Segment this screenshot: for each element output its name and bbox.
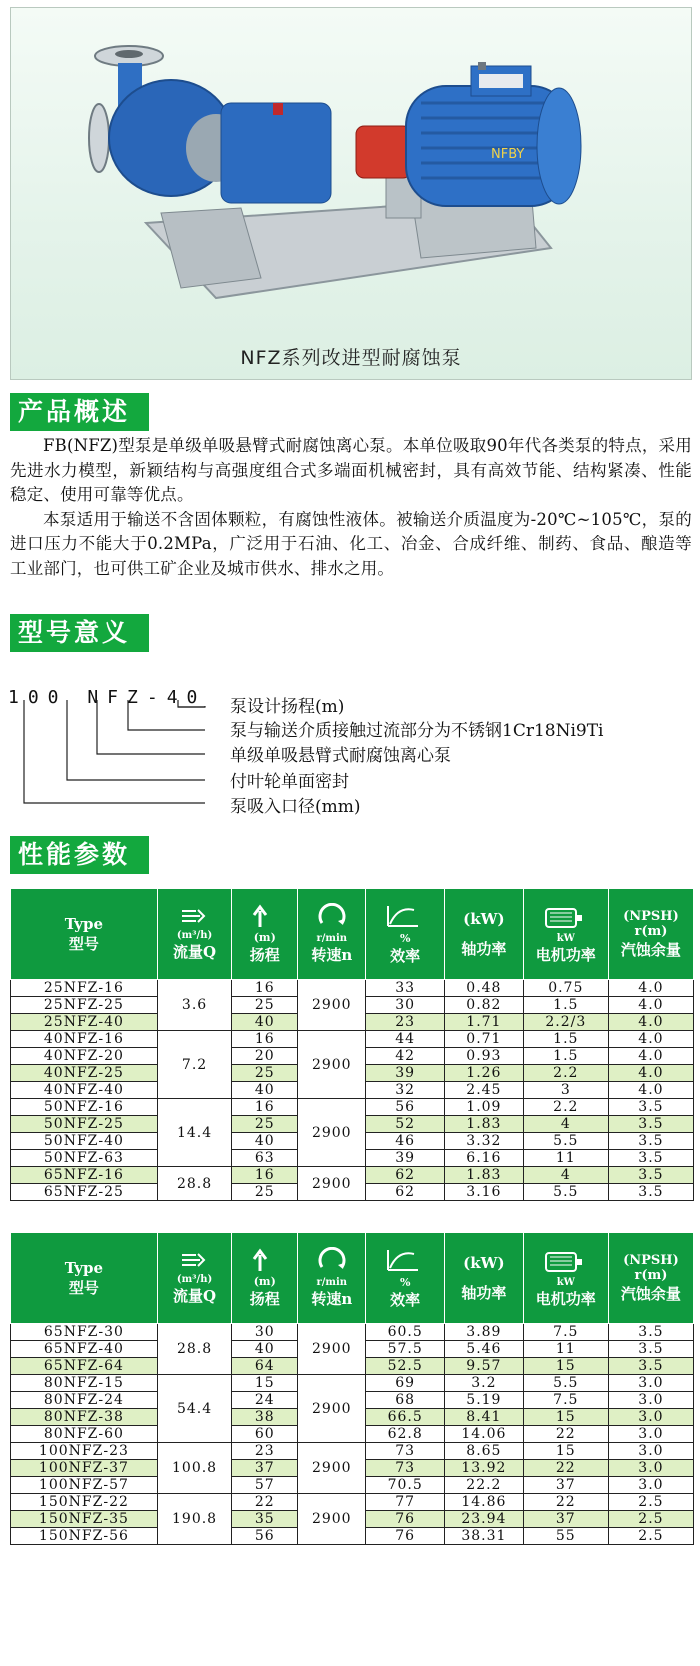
table-cell: 15 bbox=[232, 1375, 298, 1392]
table-cell: 57.5 bbox=[366, 1341, 445, 1358]
table-header-cell bbox=[366, 889, 445, 980]
table-cell: 23.94 bbox=[445, 1511, 524, 1528]
table-cell: 37 bbox=[523, 1477, 608, 1494]
head-header: 扬程 bbox=[249, 1290, 280, 1308]
npsh-unit-2: r(m) bbox=[634, 923, 668, 939]
performance-section-title: 性能参数 bbox=[10, 836, 149, 874]
table-cell: 76 bbox=[366, 1528, 445, 1545]
table-cell: 38.31 bbox=[445, 1528, 524, 1545]
table-cell: 23 bbox=[366, 1014, 445, 1031]
table-cell: 5.46 bbox=[445, 1341, 524, 1358]
table-cell: 8.65 bbox=[445, 1443, 524, 1460]
table-cell: 55 bbox=[523, 1528, 608, 1545]
flow-icon bbox=[178, 1250, 212, 1272]
eff-header: 效率 bbox=[390, 1291, 421, 1309]
table-cell: 4 bbox=[523, 1116, 608, 1133]
table-cell: 3.89 bbox=[445, 1324, 524, 1341]
table-cell: 22 bbox=[232, 1494, 298, 1511]
table-cell: 15 bbox=[523, 1409, 608, 1426]
table-cell: 1.5 bbox=[523, 1031, 608, 1048]
table-cell: 30 bbox=[232, 1324, 298, 1341]
table-cell: 3.5 bbox=[608, 1150, 693, 1167]
table-cell: 4.0 bbox=[608, 1031, 693, 1048]
table-cell: 5.5 bbox=[523, 1375, 608, 1392]
head-arrow-icon bbox=[250, 903, 280, 929]
model-section-title: 型号意义 bbox=[10, 614, 149, 652]
table-cell: 150NFZ-56 bbox=[11, 1528, 158, 1545]
table-header-cell bbox=[11, 1233, 158, 1324]
table-cell: 25 bbox=[232, 997, 298, 1014]
motor-icon bbox=[542, 1247, 590, 1275]
table-cell: 15 bbox=[523, 1358, 608, 1375]
overview-paragraph-1: FB(NFZ)型泵是单级单吸悬臂式耐腐蚀离心泵。本单位吸取90年代各类泵的特点，采用先进水力模型，新颖结构与高强度组合式多端面机械密封，具有高效节能、结构紧凑、性能稳定、使用可靠等优点。 bbox=[10, 436, 692, 504]
speed-cell: 2900 bbox=[298, 1167, 366, 1201]
shaft-unit: (kW) bbox=[463, 909, 505, 928]
model-item: 单级单吸悬臂式耐腐蚀离心泵 bbox=[230, 746, 451, 766]
table-cell: 25 bbox=[232, 1184, 298, 1201]
table-row bbox=[11, 1167, 694, 1184]
flow-cell: 190.8 bbox=[157, 1494, 231, 1545]
table-cell: 66.5 bbox=[366, 1409, 445, 1426]
table-cell: 0.71 bbox=[445, 1031, 524, 1048]
npsh-header: 汽蚀余量 bbox=[620, 1284, 681, 1303]
table-cell: 3.5 bbox=[608, 1133, 693, 1150]
table-cell: 1.5 bbox=[523, 997, 608, 1014]
table-cell: 1.71 bbox=[445, 1014, 524, 1031]
table-cell: 40 bbox=[232, 1133, 298, 1150]
overview-text bbox=[10, 434, 692, 581]
table-cell: 4 bbox=[523, 1167, 608, 1184]
table-header-cell bbox=[232, 889, 298, 980]
speed-cell: 2900 bbox=[298, 980, 366, 1031]
table-cell: 76 bbox=[366, 1511, 445, 1528]
table-cell: 3.0 bbox=[608, 1443, 693, 1460]
table-cell: 65NFZ-16 bbox=[11, 1167, 158, 1184]
flow-icon bbox=[178, 906, 212, 928]
table-cell: 0.75 bbox=[523, 980, 608, 997]
table-cell: 40NFZ-25 bbox=[11, 1065, 158, 1082]
table-cell: 7.5 bbox=[523, 1324, 608, 1341]
table-row bbox=[11, 980, 694, 997]
table-cell: 2.5 bbox=[608, 1494, 693, 1511]
table-cell: 150NFZ-35 bbox=[11, 1511, 158, 1528]
table-cell: 56 bbox=[366, 1099, 445, 1116]
npsh-header: 汽蚀余量 bbox=[620, 940, 681, 959]
flow-cell: 54.4 bbox=[157, 1375, 231, 1443]
table-cell: 50NFZ-63 bbox=[11, 1150, 158, 1167]
table-cell: 3.2 bbox=[445, 1375, 524, 1392]
table-cell: 13.92 bbox=[445, 1460, 524, 1477]
table-cell: 3 bbox=[523, 1082, 608, 1099]
model-item: 泵设计扬程(m) bbox=[230, 697, 345, 717]
rotation-icon bbox=[314, 1247, 350, 1275]
table-cell: 42 bbox=[366, 1048, 445, 1065]
table-cell: 77 bbox=[366, 1494, 445, 1511]
table-cell: 4.0 bbox=[608, 1048, 693, 1065]
table-cell: 60.5 bbox=[366, 1324, 445, 1341]
table-cell: 7.5 bbox=[523, 1392, 608, 1409]
table-header-cell bbox=[232, 1233, 298, 1324]
speed-header: 转速n bbox=[311, 946, 353, 964]
table-cell: 22.2 bbox=[445, 1477, 524, 1494]
table-cell: 65NFZ-64 bbox=[11, 1358, 158, 1375]
table-cell: 1.83 bbox=[445, 1116, 524, 1133]
table-cell: 3.5 bbox=[608, 1099, 693, 1116]
table-cell: 80NFZ-15 bbox=[11, 1375, 158, 1392]
table-cell: 3.5 bbox=[608, 1167, 693, 1184]
eff-header: 效率 bbox=[390, 947, 421, 965]
table-cell: 4.0 bbox=[608, 1065, 693, 1082]
table-cell: 25NFZ-40 bbox=[11, 1014, 158, 1031]
eff-unit: % bbox=[399, 932, 411, 945]
table-cell: 80NFZ-60 bbox=[11, 1426, 158, 1443]
motor-header: 电机功率 bbox=[535, 1290, 596, 1308]
flow-header: 流量Q bbox=[173, 1287, 217, 1305]
table-cell: 65NFZ-40 bbox=[11, 1341, 158, 1358]
table-cell: 68 bbox=[366, 1392, 445, 1409]
npsh-unit-1: (NPSH) bbox=[623, 908, 679, 924]
table-cell: 46 bbox=[366, 1133, 445, 1150]
table-cell: 9.57 bbox=[445, 1358, 524, 1375]
product-caption: NFZ系列改进型耐腐蚀泵 bbox=[240, 347, 462, 369]
table-cell: 3.0 bbox=[608, 1426, 693, 1443]
table-cell: 3.0 bbox=[608, 1477, 693, 1494]
table-cell: 62 bbox=[366, 1184, 445, 1201]
flow-cell: 28.8 bbox=[157, 1167, 231, 1201]
table-cell: 100NFZ-57 bbox=[11, 1477, 158, 1494]
table-cell: 22 bbox=[523, 1426, 608, 1443]
table-cell: 3.0 bbox=[608, 1375, 693, 1392]
flow-unit: (m³/h) bbox=[176, 1274, 213, 1285]
table-cell: 32 bbox=[366, 1082, 445, 1099]
speed-cell: 2900 bbox=[298, 1324, 366, 1375]
table-cell: 2.5 bbox=[608, 1511, 693, 1528]
table-cell: 5.5 bbox=[523, 1133, 608, 1150]
table-cell: 25NFZ-25 bbox=[11, 997, 158, 1014]
table-cell: 65NFZ-30 bbox=[11, 1324, 158, 1341]
table-header-cell bbox=[523, 889, 608, 980]
table-cell: 4.0 bbox=[608, 1082, 693, 1099]
table-cell: 8.41 bbox=[445, 1409, 524, 1426]
motor-unit: kW bbox=[556, 1277, 575, 1288]
table-cell: 52.5 bbox=[366, 1358, 445, 1375]
table-row bbox=[11, 1375, 694, 1392]
table-row bbox=[11, 1031, 694, 1048]
motor-icon bbox=[542, 903, 590, 931]
table-cell: 37 bbox=[523, 1511, 608, 1528]
table-cell: 3.0 bbox=[608, 1392, 693, 1409]
speed-unit: r/min bbox=[316, 933, 348, 944]
table-cell: 40NFZ-40 bbox=[11, 1082, 158, 1099]
table-cell: 37 bbox=[232, 1460, 298, 1477]
table-row bbox=[11, 1324, 694, 1341]
flow-unit: (m³/h) bbox=[176, 930, 213, 941]
table-cell: 50NFZ-16 bbox=[11, 1099, 158, 1116]
table-cell: 40 bbox=[232, 1014, 298, 1031]
head-header: 扬程 bbox=[249, 946, 280, 964]
table-cell: 16 bbox=[232, 1099, 298, 1116]
table-cell: 1.09 bbox=[445, 1099, 524, 1116]
table-cell: 16 bbox=[232, 1031, 298, 1048]
table-header-cell bbox=[445, 889, 524, 980]
table-cell: 3.16 bbox=[445, 1184, 524, 1201]
motor-unit: kW bbox=[556, 933, 575, 944]
shaft-header: 轴功率 bbox=[461, 939, 507, 958]
table-cell: 3.0 bbox=[608, 1409, 693, 1426]
motor-header: 电机功率 bbox=[535, 946, 596, 964]
table-cell: 40NFZ-16 bbox=[11, 1031, 158, 1048]
table-cell: 40 bbox=[232, 1341, 298, 1358]
head-unit: (m) bbox=[253, 931, 276, 944]
performance-table-2 bbox=[10, 1232, 694, 1545]
product-image-panel bbox=[10, 7, 692, 380]
flow-header: 流量Q bbox=[173, 943, 217, 961]
table-cell: 69 bbox=[366, 1375, 445, 1392]
eff-unit: % bbox=[399, 1276, 411, 1289]
efficiency-curve-icon bbox=[384, 1246, 426, 1274]
table-cell: 1.26 bbox=[445, 1065, 524, 1082]
performance-table-1 bbox=[10, 888, 694, 1201]
model-code: 100 NFZ-40 bbox=[8, 687, 207, 708]
table-cell: 73 bbox=[366, 1443, 445, 1460]
table-cell: 62 bbox=[366, 1167, 445, 1184]
table-cell: 4.0 bbox=[608, 997, 693, 1014]
table-cell: 38 bbox=[232, 1409, 298, 1426]
table-cell: 1.5 bbox=[523, 1048, 608, 1065]
table-header-cell bbox=[366, 1233, 445, 1324]
table-cell: 100NFZ-23 bbox=[11, 1443, 158, 1460]
table-header-cell bbox=[523, 1233, 608, 1324]
table-cell: 0.82 bbox=[445, 997, 524, 1014]
shaft-header: 轴功率 bbox=[461, 1283, 507, 1302]
flow-cell: 14.4 bbox=[157, 1099, 231, 1167]
flow-cell: 28.8 bbox=[157, 1324, 231, 1375]
table-header-cell bbox=[445, 1233, 524, 1324]
speed-cell: 2900 bbox=[298, 1494, 366, 1545]
model-leader-lines bbox=[0, 700, 240, 820]
flow-cell: 3.6 bbox=[157, 980, 231, 1031]
table-cell: 16 bbox=[232, 980, 298, 997]
table-cell: 6.16 bbox=[445, 1150, 524, 1167]
table-cell: 3.32 bbox=[445, 1133, 524, 1150]
table-cell: 2.2 bbox=[523, 1065, 608, 1082]
head-unit: (m) bbox=[253, 1275, 276, 1288]
table-cell: 0.48 bbox=[445, 980, 524, 997]
table-cell: 35 bbox=[232, 1511, 298, 1528]
table-cell: 57 bbox=[232, 1477, 298, 1494]
table-cell: 14.86 bbox=[445, 1494, 524, 1511]
table-row bbox=[11, 1494, 694, 1511]
table-header-cell bbox=[608, 889, 693, 980]
table-cell: 0.93 bbox=[445, 1048, 524, 1065]
table-cell: 3.5 bbox=[608, 1358, 693, 1375]
table-cell: 11 bbox=[523, 1341, 608, 1358]
table-header-cell bbox=[157, 889, 231, 980]
table-header-cell bbox=[11, 889, 158, 980]
table-cell: 3.5 bbox=[608, 1184, 693, 1201]
speed-cell: 2900 bbox=[298, 1099, 366, 1167]
table-cell: 65NFZ-25 bbox=[11, 1184, 158, 1201]
model-item: 泵吸入口径(mm) bbox=[230, 797, 361, 817]
table-header-cell bbox=[157, 1233, 231, 1324]
model-item: 付叶轮单面密封 bbox=[230, 772, 349, 792]
table-cell: 64 bbox=[232, 1358, 298, 1375]
table-cell: 22 bbox=[523, 1460, 608, 1477]
speed-cell: 2900 bbox=[298, 1375, 366, 1443]
table-cell: 25 bbox=[232, 1065, 298, 1082]
table-cell: 20 bbox=[232, 1048, 298, 1065]
table-cell: 4.0 bbox=[608, 980, 693, 997]
table-cell: 14.06 bbox=[445, 1426, 524, 1443]
table-cell: 62.8 bbox=[366, 1426, 445, 1443]
table-cell: 70.5 bbox=[366, 1477, 445, 1494]
table-cell: 33 bbox=[366, 980, 445, 997]
flow-cell: 100.8 bbox=[157, 1443, 231, 1494]
table-cell: 100NFZ-37 bbox=[11, 1460, 158, 1477]
overview-paragraph-2: 本泵适用于输送不含固体颗粒，有腐蚀性液体。被输送介质温度为-20℃~105℃，泵的进口压力不能大于0.2MPa，广泛用于石油、化工、冶金、合成纤维、制药、食品、酿造等工业部门，也可供工矿企业及城市供水、排水之用。 bbox=[10, 509, 692, 578]
table-cell: 23 bbox=[232, 1443, 298, 1460]
efficiency-curve-icon bbox=[384, 902, 426, 930]
table-cell: 73 bbox=[366, 1460, 445, 1477]
table-cell: 2.2 bbox=[523, 1099, 608, 1116]
table-cell: 80NFZ-38 bbox=[11, 1409, 158, 1426]
table-cell: 16 bbox=[232, 1167, 298, 1184]
table-cell: 22 bbox=[523, 1494, 608, 1511]
table-cell: 50NFZ-40 bbox=[11, 1133, 158, 1150]
speed-cell: 2900 bbox=[298, 1031, 366, 1099]
pump-illustration bbox=[11, 8, 693, 338]
table-cell: 63 bbox=[232, 1150, 298, 1167]
type-header-en: Type bbox=[64, 914, 104, 933]
table-cell: 150NFZ-22 bbox=[11, 1494, 158, 1511]
table-cell: 39 bbox=[366, 1065, 445, 1082]
npsh-unit-2: r(m) bbox=[634, 1267, 668, 1283]
table-cell: 56 bbox=[232, 1528, 298, 1545]
table-header-cell bbox=[298, 889, 366, 980]
table-cell: 2.45 bbox=[445, 1082, 524, 1099]
table-header-cell bbox=[608, 1233, 693, 1324]
table-cell: 25 bbox=[232, 1116, 298, 1133]
table-cell: 5.5 bbox=[523, 1184, 608, 1201]
table-cell: 2.2/3 bbox=[523, 1014, 608, 1031]
table-cell: 24 bbox=[232, 1392, 298, 1409]
table-cell: 4.0 bbox=[608, 1014, 693, 1031]
table-cell: 15 bbox=[523, 1443, 608, 1460]
table-cell: 11 bbox=[523, 1150, 608, 1167]
table-header-cell bbox=[298, 1233, 366, 1324]
head-arrow-icon bbox=[250, 1247, 280, 1273]
type-header-cn: 型号 bbox=[68, 1278, 99, 1297]
table-cell: 50NFZ-25 bbox=[11, 1116, 158, 1133]
table-cell: 2.5 bbox=[608, 1528, 693, 1545]
speed-header: 转速n bbox=[311, 1290, 353, 1308]
table-cell: 3.5 bbox=[608, 1341, 693, 1358]
table-cell: 3.0 bbox=[608, 1460, 693, 1477]
table-cell: 25NFZ-16 bbox=[11, 980, 158, 997]
table-cell: 80NFZ-24 bbox=[11, 1392, 158, 1409]
table-cell: 3.5 bbox=[608, 1116, 693, 1133]
speed-unit: r/min bbox=[316, 1277, 348, 1288]
flow-cell: 7.2 bbox=[157, 1031, 231, 1099]
table-cell: 3.5 bbox=[608, 1324, 693, 1341]
table-cell: 1.83 bbox=[445, 1167, 524, 1184]
speed-cell: 2900 bbox=[298, 1443, 366, 1494]
table-cell: 40NFZ-20 bbox=[11, 1048, 158, 1065]
table-cell: 5.19 bbox=[445, 1392, 524, 1409]
table-cell: 52 bbox=[366, 1116, 445, 1133]
overview-section-title: 产品概述 bbox=[10, 393, 149, 431]
table-row bbox=[11, 1443, 694, 1460]
table-cell: 30 bbox=[366, 997, 445, 1014]
table-cell: 39 bbox=[366, 1150, 445, 1167]
table-cell: 40 bbox=[232, 1082, 298, 1099]
motor-badge-text: NFBY bbox=[491, 147, 525, 162]
model-item: 泵与输送介质接触过流部分为不锈钢1Cr18Ni9Ti bbox=[230, 721, 604, 741]
shaft-unit: (kW) bbox=[463, 1253, 505, 1272]
npsh-unit-1: (NPSH) bbox=[623, 1252, 679, 1268]
type-header-cn: 型号 bbox=[68, 934, 99, 953]
table-row bbox=[11, 1099, 694, 1116]
table-cell: 44 bbox=[366, 1031, 445, 1048]
type-header-en: Type bbox=[64, 1258, 104, 1277]
table-cell: 60 bbox=[232, 1426, 298, 1443]
rotation-icon bbox=[314, 903, 350, 931]
